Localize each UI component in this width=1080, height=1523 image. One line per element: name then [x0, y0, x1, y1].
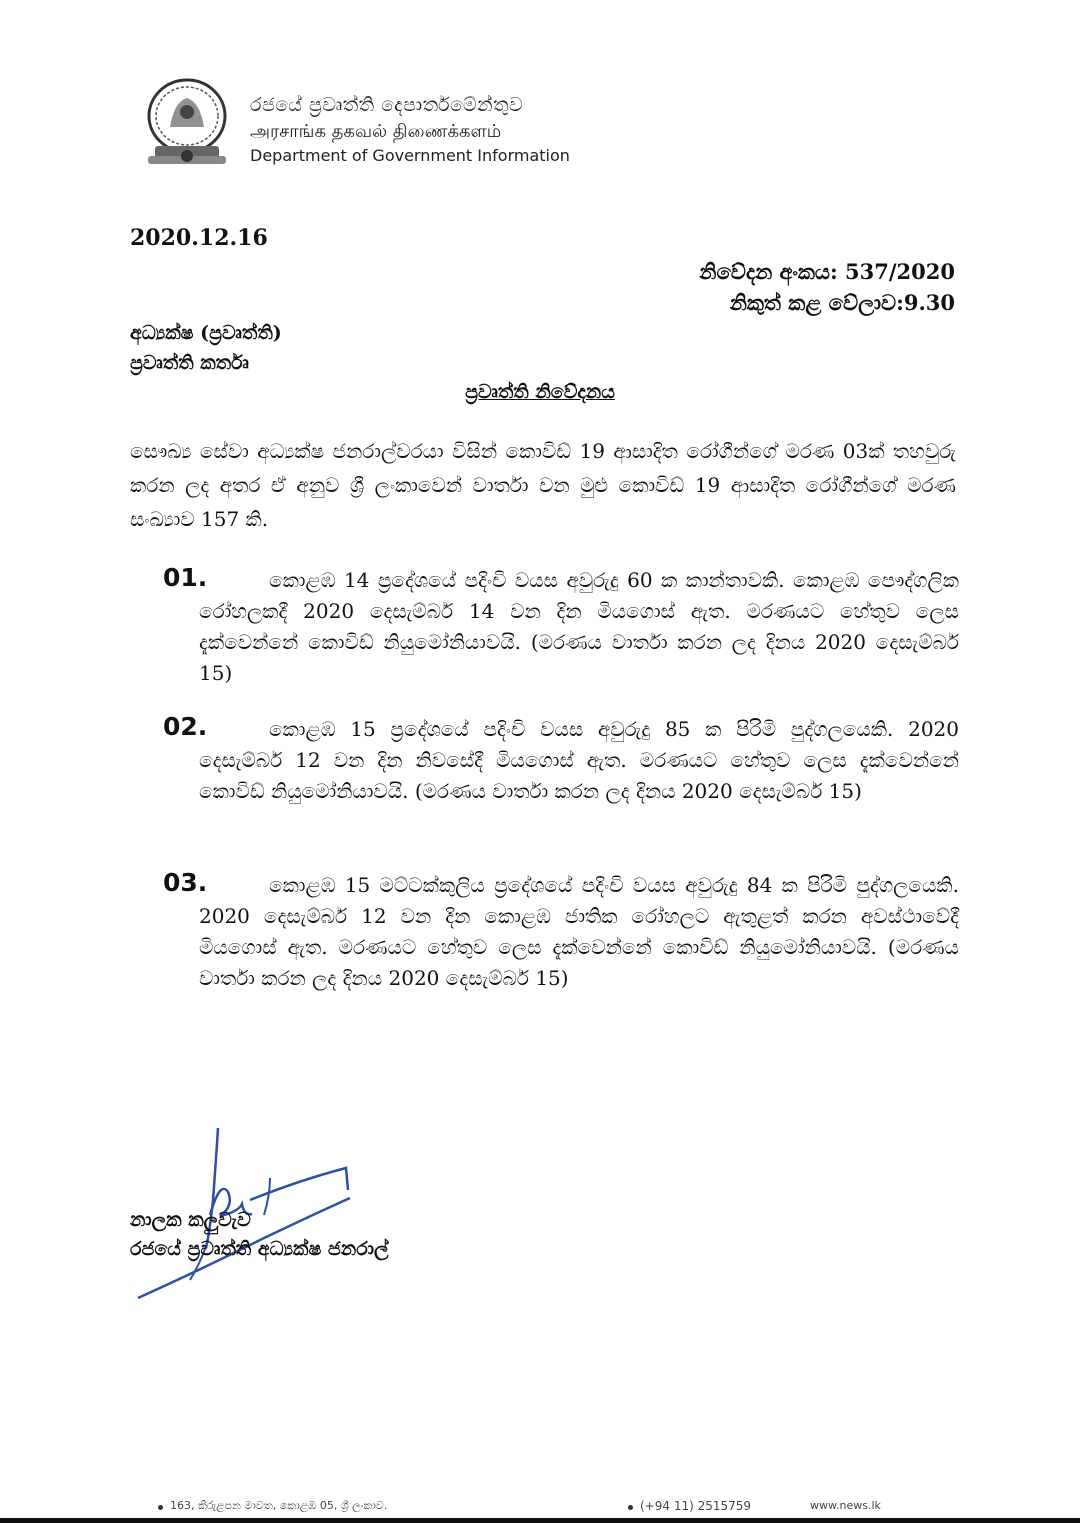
bullet-icon: [628, 1505, 633, 1510]
signatory-title: රජයේ ප්‍රවෘත්ති අධ්‍යක්ෂ ජනරාල්: [130, 1238, 389, 1260]
footer-address: 163, කිරුළපන මාවත, කොළඹ 05, ශ්‍රී ලංකාව.: [170, 1499, 388, 1512]
item-number: 01.: [163, 563, 208, 592]
release-number: නිවේදන අංකය: 537/2020: [699, 259, 955, 284]
release-time: නිකුත් කළ වේලාව:9.30: [729, 290, 955, 315]
item-text: කොළඹ 14 ප්‍රදේශයේ පදිංචි වයස අවුරුදු 60 ක කාන්තාවකි. කොළඹ පෞද්ගලික රෝහලකදී 2020 දෙසැම්බර් 14 වන දින මියගොස් ඇත. මරණයට හේතුව ලෙස දැක්වෙන්නේ කොවිඩ් නියුමෝනියාවයි. (මරණය වාර්තා කරන ලද දිනය 2020 දෙසැම්බර් 15): [199, 568, 959, 685]
release-date: 2020.12.16: [130, 225, 268, 251]
department-name-tamil: அரசாங்க தகவல் திணைக்களம்: [250, 121, 502, 142]
government-crest-icon: [140, 72, 235, 172]
document-title: ප්‍රවෘත්ති නිවේදනය: [465, 381, 615, 403]
item-text: කොළඹ 15 මට්ටක්කුලිය ප්‍රදේශයේ පදිංචි වයස අවුරුදු 84 ක පිරිමි පුද්ගලයෙකි. 2020 දෙසැම්බර් 12 වන දින කොළඹ ජාතික රෝහලට ඇතුළත් කරන අවස්ථාවේදී මියගොස් ඇත. මරණයට හේතුව ලෙස දැක්වෙන්නේ කොවිඩ් නියුමෝනියාවයි. (මරණය වාර්තා කරන ලද දිනය 2020 දෙසැම්බර් 15): [199, 873, 959, 990]
intro-paragraph: සෞඛ්‍ය සේවා අධ්‍යක්ෂ ජනරාල්වරයා විසින් කොවිඩ් 19 ආසාදිත රෝගීන්ගේ මරණ 03ක් තහවුරු කරන ලද අතර ඒ අනුව ශ්‍රී ලංකාවෙන් වාර්තා වන මුළු කොවිඩ් 19 ආසාදිත රෝගීන්ගේ මරණ සංඛ්‍යාව 157 කි.: [130, 439, 956, 531]
footer-phone: (+94 11) 2515759: [640, 1499, 752, 1513]
recipient-director: අධ්‍යක්ෂ (ප්‍රවෘත්ති): [130, 322, 282, 344]
item-number: 02.: [163, 712, 208, 741]
bullet-icon: [158, 1505, 163, 1510]
footer-website: www.news.lk: [810, 1499, 881, 1512]
department-name-sinhala: රජයේ ප්‍රවෘත්ති දෙපාර්තමේන්තුව: [250, 94, 524, 116]
signatory-name: නාලක කලුවැව: [130, 1209, 251, 1231]
page-bottom-border: [0, 1518, 1080, 1523]
item-number: 03.: [163, 868, 208, 897]
department-name-english: Department of Government Information: [250, 146, 570, 165]
recipient-editor: ප්‍රවෘත්ති කර්තෘ: [130, 352, 249, 374]
item-text: කොළඹ 15 ප්‍රදේශයේ පදිංචි වයස අවුරුදු 85 ක පිරිමි පුද්ගලයෙකි. 2020 දෙසැම්බර් 12 වන දින නිවසේදී මියගොස් ඇත. මරණයට හේතුව ලෙස දැක්වෙන්නේ කොවිඩ් නියුමෝනියාවයි. (මරණය වාර්තා කරන ලද දිනය 2020 දෙසැම්බර් 15): [199, 717, 959, 803]
